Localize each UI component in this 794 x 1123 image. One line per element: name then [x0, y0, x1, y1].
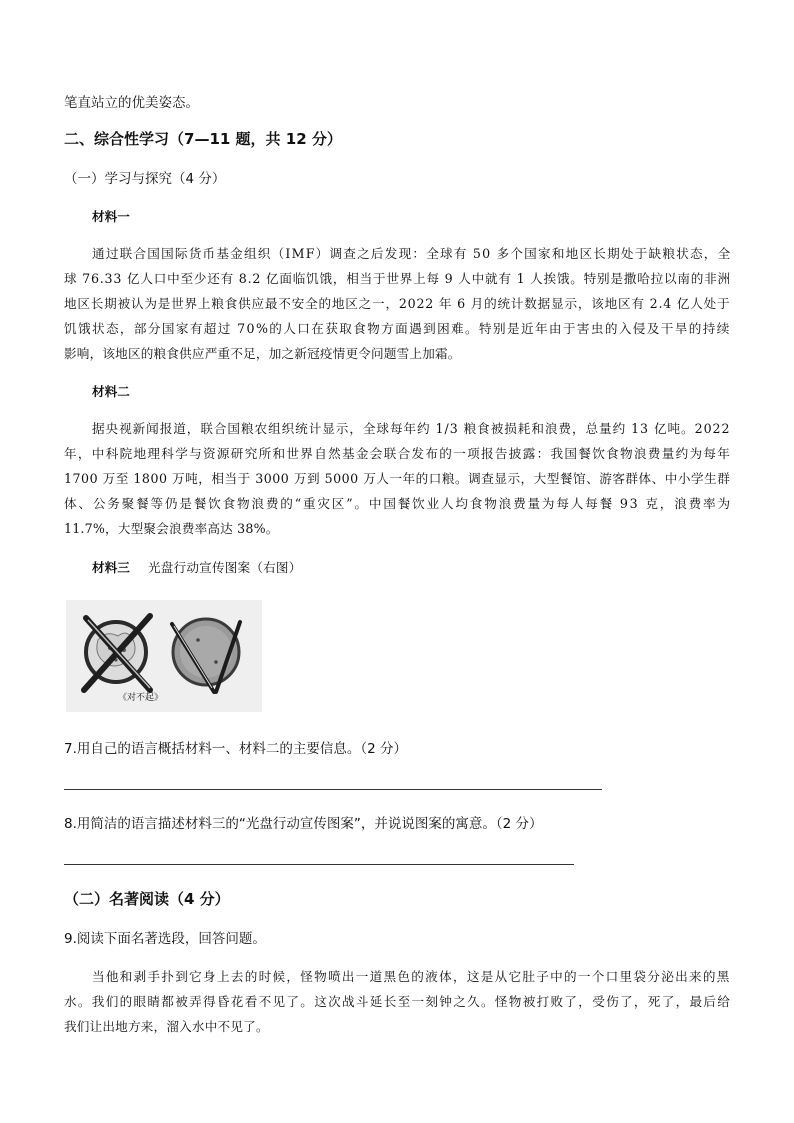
- material3-caption: 光盘行动宣传图案（右图）: [148, 560, 302, 575]
- question-7: 7.用自己的语言概括材料一、材料二的主要信息。（2 分）: [64, 741, 408, 757]
- clean-plate-drawing: [66, 600, 262, 712]
- material2-line: 年，中科院地理科学与资源研究所和世界自然基金会联合发布的一项报告披露：我国餐饮食物浪费量约为每年: [64, 446, 732, 461]
- material2-line: 11.7%，大型聚会浪费率高达 38%。: [64, 521, 279, 536]
- question-9: 9.阅读下面名著选段，回答问题。: [64, 931, 266, 947]
- material2-title: 材料二: [92, 384, 130, 399]
- clean-plate-campaign-image: [66, 600, 262, 712]
- material1-line: 通过联合国国际货币基金组织（IMF）调查之后发现：全球有 50 多个国家和地区长期处于缺粮状态，全: [92, 246, 732, 261]
- answer-line-q7[interactable]: [64, 789, 602, 790]
- material1-line: 球 76.33 亿人口中至少还有 8.2 亿面临饥饿，相当于世界上每 9 人中就有 1 人挨饿。特别是撒哈拉以南的非洲: [64, 271, 731, 286]
- material1-line: 地区长期被认为是世界上粮食供应最不安全的地区之一，2022 年 6 月的统计数据显示，该地区有 2.4 亿人处于: [64, 296, 731, 311]
- part2-title: （二）名著阅读（4 分）: [64, 890, 230, 908]
- material1-line: 饥饿状态，部分国家有超过 70%的人口在获取食物方面遇到困难。特别是近年由于害虫的入侵及干旱的持续: [64, 321, 731, 336]
- section-heading: 二、综合性学习（7—11 题，共 12 分）: [64, 130, 342, 148]
- material2-line: 1700 万至 1800 万吨，相当于 3000 万到 5000 万人一年的口粮。调查显示，大型餐馆、游客群体、中小学生群: [64, 471, 731, 486]
- part1-title: （一）学习与探究（4 分）: [64, 171, 226, 187]
- material2-line: 据央视新闻报道，联合国粮农组织统计显示，全球每年约 1/3 粮食被损耗和浪费，总量约 13 亿吨。2022: [92, 421, 731, 436]
- material2-line: 体、公务聚餐等仍是餐饮食物浪费的“重灾区”。中国餐饮业人均食物浪费量为每人每餐 93 克，浪费率为: [64, 496, 732, 511]
- question-8: 8.用简洁的语言描述材料三的“光盘行动宣传图案”，并说说图案的寓意。（2 分）: [64, 816, 543, 832]
- image-label-text: 《对不起》: [118, 693, 164, 703]
- material1-line: 影响，该地区的粮食供应严重不足，加之新冠疫情更令问题雪上加霜。: [64, 346, 461, 361]
- material1-title: 材料一: [92, 209, 130, 224]
- answer-line-q8[interactable]: [64, 864, 574, 865]
- material3-title: 材料三: [92, 560, 130, 575]
- intro-tail-text: 笔直站立的优美姿态。: [64, 95, 199, 111]
- excerpt-line: 当他和剥手扑到它身上去的时候，怪物喷出一道黑色的液体，这是从它肚子中的一个口里袋分泌出来的黑: [92, 969, 731, 984]
- excerpt-line: 水。我们的眼睛都被弄得昏花看不见了。这次战斗延长至一刻钟之久。怪物被打败了，受伤了，死了，最后给: [64, 994, 732, 1009]
- excerpt-line: 我们让出地方来，溜入水中不见了。: [64, 1019, 269, 1034]
